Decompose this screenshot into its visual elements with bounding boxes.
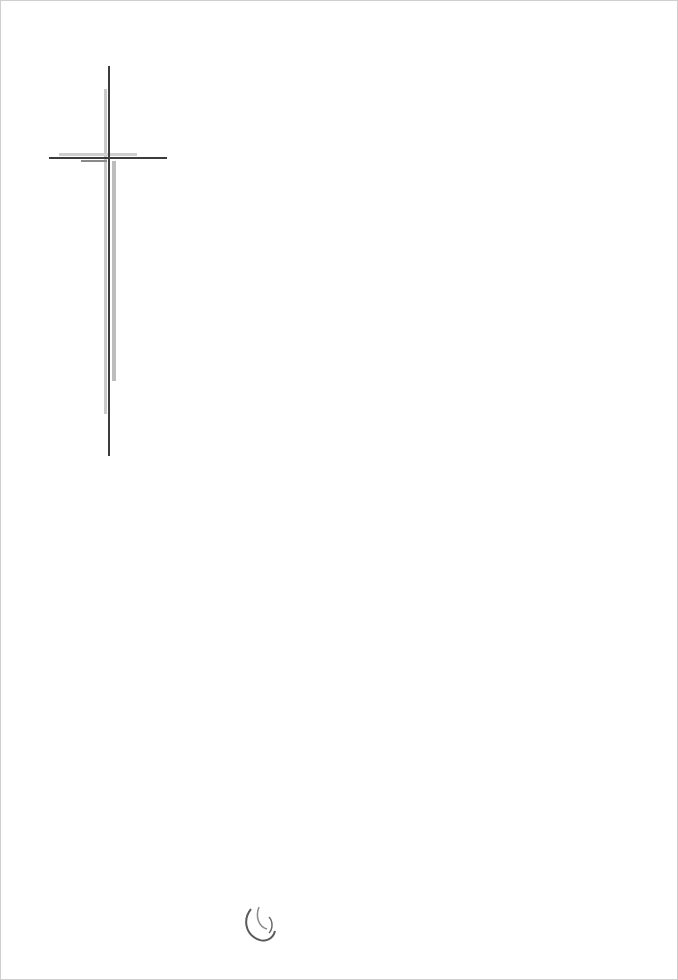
logo-graphic [229,899,307,957]
life-dates [191,341,611,356]
funeral-home-logo-icon [229,899,307,957]
